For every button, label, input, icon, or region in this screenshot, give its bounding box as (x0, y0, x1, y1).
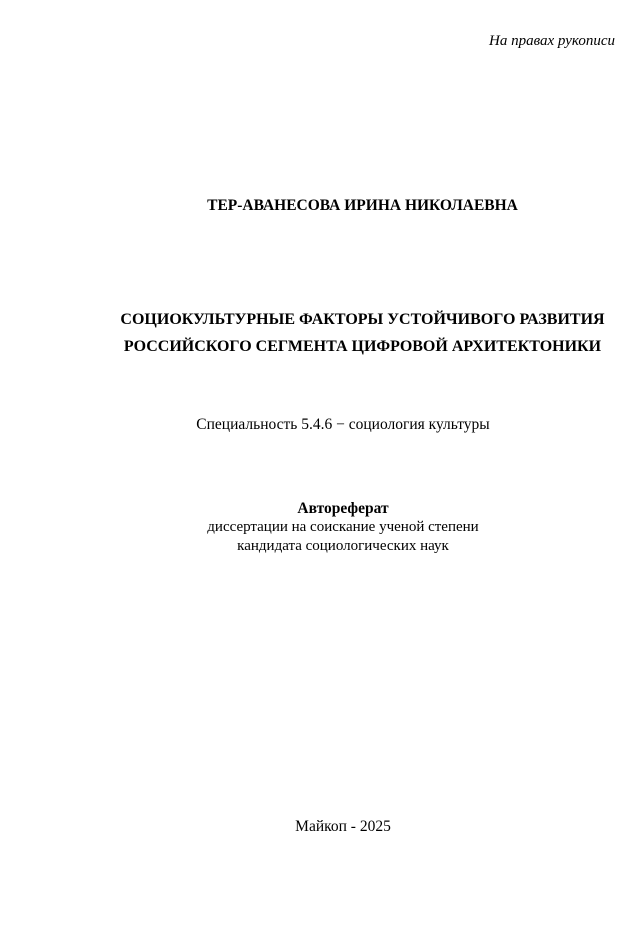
title-line-1: СОЦИОКУЛЬТУРНЫЕ ФАКТОРЫ УСТОЙЧИВОГО РАЗВИТИЯ (120, 311, 605, 328)
abstract-description (0, 499, 636, 556)
place-and-year: Майкоп - 2025 (295, 818, 391, 835)
title-line-2: РОССИЙСКОГО СЕГМЕНТА ЦИФРОВОЙ АРХИТЕКТОНИКИ (123, 338, 602, 355)
abstract-heading: Автореферат (297, 500, 389, 517)
abstract-line-2: кандидата социологических наук (237, 538, 449, 554)
specialty-line: Специальность 5.4.6 − социология культуры (196, 416, 490, 433)
author-name: ТЕР-АВАНЕСОВА ИРИНА НИКОЛАЕВНА (207, 197, 518, 214)
manuscript-rights-note: На правах рукописи (489, 33, 615, 49)
abstract-line-1: диссертации на соискание ученой степени (207, 519, 479, 535)
dissertation-title (0, 306, 636, 360)
